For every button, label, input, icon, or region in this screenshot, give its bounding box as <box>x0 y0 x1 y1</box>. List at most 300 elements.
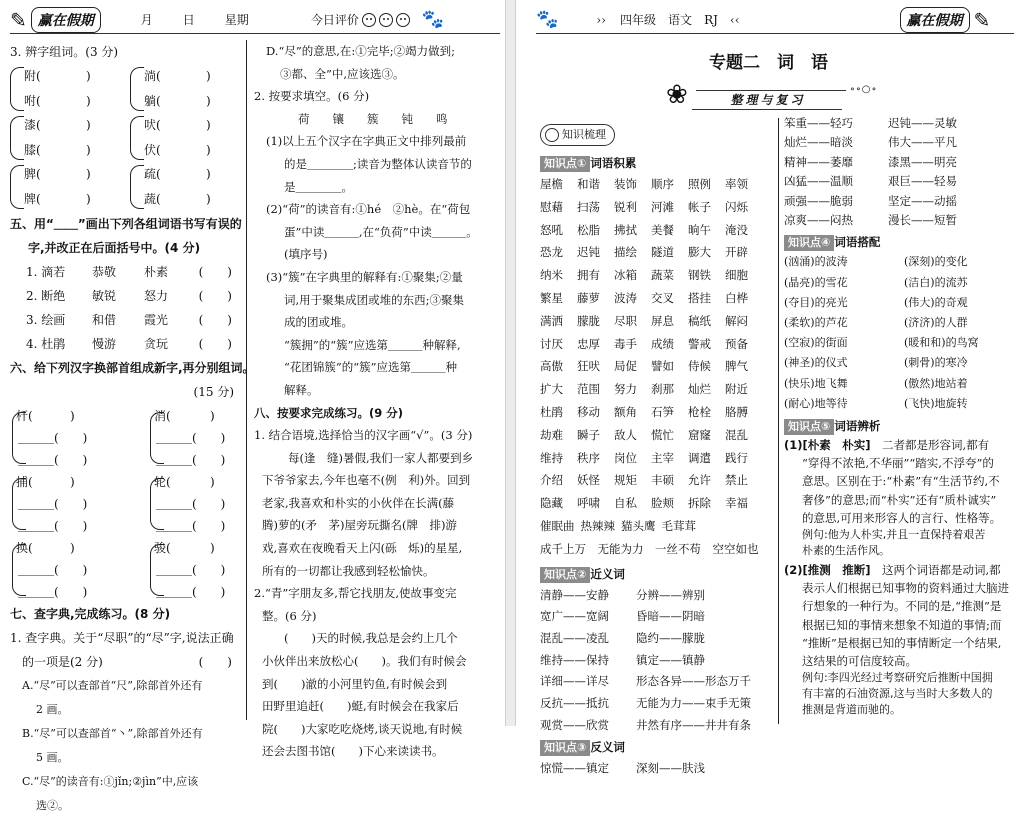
vocab-word: 石笋 <box>651 404 674 419</box>
kp5-b-head: (2)[推测 推断] <box>784 563 871 578</box>
vocab-word: 呼啸 <box>577 496 600 511</box>
synonym-pair: 分辨——辨别 <box>636 587 705 602</box>
kp1-idioms <box>540 538 774 561</box>
q6-chars: 杆( ) ＿＿＿( ) ＿＿＿( ) 消( ) ＿＿＿( ) ＿＿＿( ) 捕( ) ＿＿＿( ) ＿＿＿( ) 轮( ) ＿＿＿( ) ＿＿＿( ) 换( ) ＿＿＿( ) ＿＿＿( ) 骏( ) ＿＿＿( ) ＿＿＿( ) <box>10 404 242 602</box>
q7-D2: ③都、全”中,应该选③。 <box>280 66 405 81</box>
word: 贪玩 <box>144 337 169 351</box>
brand-logo: 赢在假期 <box>900 7 970 33</box>
vocab-word: 丰硕 <box>651 473 674 488</box>
collocation-pair: (耐心)地等待 <box>784 396 848 410</box>
synonym-pair: 井然有序——井井有条 <box>636 717 751 732</box>
kp5-title: 词语辨析 <box>834 419 881 434</box>
char-item: 伏( <box>144 142 161 157</box>
word: 朴素 <box>144 265 169 279</box>
vocab-word: 率领 <box>725 177 748 191</box>
vocab-word: 岗位 <box>614 450 637 465</box>
neutral-face-icon[interactable] <box>379 13 393 27</box>
dots-icon: ∘∘○∘ <box>850 84 878 95</box>
weekday-label: 星期 <box>224 13 249 27</box>
vocab-word: 额角 <box>614 404 637 419</box>
q7-A1: A.“尽”可以查部首“尺”,除部首外还有 <box>22 679 203 692</box>
left-column-1 <box>10 40 255 818</box>
collocation-pair: (飞快)地旋转 <box>904 396 968 410</box>
q7-B1: B.“尽”可以查部首“丶”,除部首外还有 <box>22 727 203 740</box>
q8-2h: 还会去图书馆( )下心来读读书。 <box>262 744 444 759</box>
q2-p1b: 的是＿＿＿＿;读音为整体认读音节的 <box>284 156 472 171</box>
antonym-pair: 伟大——平凡 <box>888 135 957 150</box>
base-char: 轮( <box>154 475 171 489</box>
vocab-word: 恐龙 <box>540 245 563 260</box>
vocab-word: 帐子 <box>688 199 711 214</box>
vocab-word: 隧道 <box>651 245 674 260</box>
q5-title-1: 五、用“＿＿”画出下列各组词语书写有误的 <box>10 217 242 231</box>
vocab-word: 开辟 <box>725 245 748 260</box>
collocation-pair: (刺骨)的寒冷 <box>904 356 968 370</box>
vocab-word: 移动 <box>577 404 600 419</box>
kp1-badge: 知识点① <box>540 156 590 172</box>
vocab-word: 冰箱 <box>614 268 637 283</box>
word: 2. 断绝 <box>26 289 66 303</box>
q2-p2b: 蛋”中读＿＿＿,在“负荷”中读＿＿＿。 <box>284 224 478 239</box>
q2-p3b: 词,用于聚集成团或堆的东西;③聚集 <box>284 292 465 307</box>
vocab-word: 脸颊 <box>651 496 674 511</box>
char-item: 附( <box>24 69 41 83</box>
collocation-pair: (傲然)地站着 <box>904 376 968 390</box>
vocab-word: 窟窿 <box>688 427 711 442</box>
q3-pairs: 附( ) 淌( ) 咐( ) 躺( ) 漆( ) 吠( ) 膝( ) 伏( ) 脾( ) 疏( ) 牌( ) 蔬( ) <box>10 64 242 212</box>
char-item: 脾( <box>24 167 41 182</box>
word: 霞光 <box>144 313 169 327</box>
synonym-pair: 混乱——凌乱 <box>540 630 609 645</box>
char-item: 牌( <box>24 191 41 206</box>
vocab-word: 践行 <box>725 450 748 465</box>
vocab-word: 警戒 <box>688 336 711 351</box>
vocab-word: 附近 <box>725 382 748 397</box>
text-line: 表示人们根据已知事物的资料通过大脑进 <box>802 581 1009 596</box>
mascot-icon: ✎ <box>10 7 27 32</box>
vocab-word: 慌忙 <box>651 427 674 442</box>
vocab-word: 藤萝 <box>577 290 600 305</box>
kp2-badge: 知识点② <box>540 567 590 583</box>
q8-2f: 田野里追赶( )蜓,有时候会在我家后 <box>262 699 459 714</box>
antonym-pairs-cont <box>784 114 1016 230</box>
bracket <box>10 67 24 111</box>
text-line: “推断”是根据已知的事情断定一个结果, <box>802 635 1002 650</box>
q3-title: 3. 辨字组词。(3 分) <box>10 45 119 59</box>
blank-line[interactable]: ＿＿＿( ) <box>18 431 88 445</box>
q7-D1: D.“尽”的意思,在:①完毕;②竭力做到; <box>266 44 456 58</box>
text-line: 根据已知的事情来想象不知道的事情;而 <box>802 617 1002 632</box>
kp3-title: 反义词 <box>590 740 625 755</box>
synonym-pair: 反抗——抵抗 <box>540 696 609 711</box>
vocab-word: 介绍 <box>540 473 563 488</box>
idiom: 空空如也 <box>712 541 759 556</box>
kp4-badge: 知识点④ <box>784 235 834 251</box>
antonym-pair: 精神——萎靡 <box>784 154 853 169</box>
q2-p3d: “簇拥”的“簇”应选第＿＿＿种解释, <box>284 337 461 352</box>
base-char: 杆( <box>16 409 33 423</box>
q8-1c: 下爷爷家去,今年也毫不(例 利)外。回到 <box>262 473 471 488</box>
vocab-word: 范围 <box>577 382 600 397</box>
vocab-word: 白桦 <box>725 290 748 305</box>
vocab-word: 膨大 <box>688 245 711 260</box>
vocab-word: 胳膊 <box>725 404 748 419</box>
synonym-pair: 昏暗——阴暗 <box>636 609 705 624</box>
blank-line[interactable]: ＿＿＿( ) <box>156 519 226 533</box>
vocab-word: 毒手 <box>614 336 637 351</box>
synonym-pair: 维持——保持 <box>540 652 609 667</box>
vocab-word: 描绘 <box>614 245 637 260</box>
vocab-word: 狂吠 <box>577 359 600 374</box>
vocab-word: 扩大 <box>540 382 563 397</box>
column-divider <box>246 40 247 720</box>
antonym-pair: 灿烂——暗淡 <box>784 135 853 150</box>
kp5-a-head: (1)[朴素 朴实] <box>784 438 871 453</box>
vocab-word: 慰藉 <box>540 199 563 214</box>
vocab-word: 局促 <box>614 359 637 374</box>
vocab-word: 和谐 <box>577 177 600 191</box>
collocation-pair: (柔软)的芦花 <box>784 316 848 330</box>
text-line: 意思。区别在于:“朴素”有“生活节约,不 <box>802 474 1000 489</box>
vocab-word: 锐利 <box>614 199 637 214</box>
collocation-pair: (空寂)的街面 <box>784 336 848 350</box>
vocab-word: 允许 <box>688 473 711 488</box>
base-char: 骏( <box>154 541 171 555</box>
vocab-word: 淹没 <box>725 222 748 237</box>
vocab-word: 混乱 <box>725 427 748 442</box>
text-line: 这结果的可信度较高。 <box>802 654 917 669</box>
bracket <box>10 165 24 209</box>
idiom: 成千上万 <box>540 541 586 556</box>
vocab-word: 扫荡 <box>577 199 600 214</box>
vocab-word: 热辣辣 <box>580 518 615 533</box>
vocab-word: 劫难 <box>540 427 563 442</box>
kp3-badge: 知识点③ <box>540 740 590 756</box>
q8-1g: 所有的一切都让我感到轻松愉快。 <box>262 563 435 578</box>
vocab-word: 屋檐 <box>540 177 563 191</box>
q8-1d: 老家,我喜欢和朴实的小伙伴在长满(藤 <box>262 495 455 510</box>
base-char: 消( <box>154 409 171 423</box>
vocab-word: 朦胧 <box>577 313 600 328</box>
column-divider <box>778 118 779 724</box>
grade-label: 四年级 <box>620 13 657 27</box>
q7-A2: 2 画。 <box>36 703 69 716</box>
synonym-pair: 无能为力——束手无策 <box>636 696 751 711</box>
q8-2a: 2.“青”字朋友多,帮它找朋友,使故事变完 <box>254 586 457 601</box>
vocab-word: 努力 <box>614 382 637 397</box>
vocab-word: 细胞 <box>725 268 748 283</box>
vocab-word: 维持 <box>540 450 563 465</box>
q8-title: 八、按要求完成练习。(9 分) <box>254 405 404 420</box>
vocab-word: 脾气 <box>725 359 748 374</box>
q2-chars: 荷 镶 簇 钝 鸣 <box>298 111 448 126</box>
collocation-pair: (伟大)的奇观 <box>904 295 968 309</box>
vocab-word: 拆除 <box>688 496 711 511</box>
vocab-word: 美餐 <box>651 222 674 237</box>
word: 和借 <box>92 313 117 327</box>
vocab-word: 怒吼 <box>540 222 563 237</box>
blank-line[interactable]: ＿＿＿( ) <box>156 585 226 599</box>
vocab-word: 拥有 <box>577 268 600 283</box>
rating-label: 今日评价 <box>310 13 359 27</box>
antonym-pair: 漆黑——明亮 <box>888 154 957 169</box>
antonym-pair: 坚定——动摇 <box>888 193 957 208</box>
vocab-word: 催眠曲 <box>540 518 575 533</box>
q7-1b: 的一项是(2 分) ( ) <box>10 650 242 674</box>
vocab-word: 装饰 <box>614 177 637 191</box>
q6-score: (15 分) <box>193 385 234 399</box>
edition-label: RJ <box>704 12 718 27</box>
char-item: 躺( <box>144 93 161 108</box>
answer-paren[interactable]: ( ) <box>198 289 232 303</box>
char-item: 淌( <box>144 69 161 83</box>
vocab-word: 屏息 <box>651 313 674 328</box>
char-item: 疏( <box>144 167 161 182</box>
vocab-word: 禁止 <box>725 473 748 488</box>
vocab-word: 枪栓 <box>688 404 711 419</box>
arrows-right: ‹‹ <box>729 12 740 27</box>
vocab-word: 松脂 <box>577 222 600 237</box>
text-line: 行想象的一种行为。不同的是,“推测”是 <box>802 599 1002 614</box>
vocab-word: 杜鹃 <box>540 404 563 419</box>
vocab-word: 瞬子 <box>577 427 600 442</box>
example-line: 朴素的生活作风。 <box>802 544 890 558</box>
q2-p3f: 解释。 <box>284 382 319 397</box>
vocab-word: 解闷 <box>725 313 748 328</box>
answer-paren[interactable]: ( ) <box>198 655 232 669</box>
paw-icon: 🐾 <box>536 8 559 30</box>
answer-paren[interactable]: ( ) <box>198 313 232 327</box>
right-column-1 <box>540 153 774 780</box>
antonym-pair: 艰巨——轻易 <box>888 174 957 189</box>
q2-p2c: (填序号) <box>284 247 328 262</box>
blank-line[interactable]: ＿＿＿( ) <box>18 453 88 467</box>
left-page <box>0 0 505 812</box>
blank-line[interactable]: ＿＿＿( ) <box>18 585 88 599</box>
kp4-pairs <box>784 252 1016 414</box>
vocab-word: 繁星 <box>540 290 563 305</box>
vocab-word: 尽职 <box>614 313 637 328</box>
vocab-word: 波涛 <box>614 290 637 305</box>
vocab-word: 毛茸茸 <box>661 518 696 533</box>
kp2-title: 近义词 <box>590 566 625 581</box>
collocation-pair: (神圣)的仪式 <box>784 356 848 370</box>
kp5-body: (1)[朴素 朴实] 二者都是形容词,都有 “穿得不浓艳,不华丽”“踏实,不浮夸”的 意思。区别在于:“朴素”有“生活节约,不 奢侈”的意思;而“朴实”还有“质朴诚实” 的意思,可用来形容人的言行、性格等。 例句:他为人朴实,并且一直保持着艰苦 朴素的生活作风。 (2)[推测 推断] 这两个词语都是动词,都 表示人们根据已知事物的资料通过大脑进 行想象的一种行为。不同的是,“推测”是 根据已知的事情来想象不知道的事情;而 “推断”是根据已知的事情断定一个结果, 这结果的可信度较高。 例句:李四光经过考察研究后推断中国拥 有丰富的石油资源,这与当时大多数人的 推测是背道而驰的。 <box>784 436 1016 718</box>
collocation-pair: (晶亮)的雪花 <box>784 275 848 289</box>
q2-p1c: 是＿＿＿＿。 <box>284 179 353 194</box>
word: 怒力 <box>144 289 169 303</box>
idiom: 无能为力 <box>597 541 644 556</box>
vocab-word: 高傲 <box>540 359 563 374</box>
vocab-word: 灿烂 <box>688 382 711 397</box>
q7-C1: C.“尽”的读音有:①jǐn;②jìn”中,应该 <box>22 775 199 788</box>
collocation-pair: (夺目)的亮光 <box>784 295 848 309</box>
vocab-word: 秩序 <box>577 450 600 465</box>
paw-icon: 🐾 <box>421 8 445 30</box>
base-char: 换( <box>16 541 33 555</box>
right-header <box>536 6 1014 34</box>
book-gutter <box>505 0 516 726</box>
vocab-word: 调遣 <box>688 450 711 465</box>
blank-line[interactable]: ＿＿＿( ) <box>156 563 226 577</box>
q8-2e: 到( )澈的小河里钓鱼,有时候会到 <box>262 676 448 691</box>
sad-face-icon[interactable] <box>396 13 410 27</box>
text-line: 的意思,可用来形容人的言行、性格等。 <box>802 510 1002 525</box>
vocab-word: 照例 <box>688 177 711 191</box>
synonym-pair: 形态各异——形态万千 <box>636 674 751 689</box>
collocation-pair: (洁白)的流苏 <box>904 275 968 289</box>
vocab-word: 讨厌 <box>540 336 563 351</box>
word: 3. 绘画 <box>26 313 66 327</box>
vocab-word: 闪烁 <box>725 199 748 214</box>
char-item: 蔬( <box>144 191 161 206</box>
vocab-word: 譬如 <box>651 359 674 374</box>
kp3-pairs <box>540 758 774 780</box>
q7-B2: 5 画。 <box>36 751 69 764</box>
brand-logo: 赢在假期 <box>31 7 101 33</box>
synonym-pair: 详细——详尽 <box>540 674 609 689</box>
right-page <box>516 0 1021 776</box>
vocab-word: 满洒 <box>540 313 563 328</box>
char-item: 吠( <box>144 118 161 133</box>
right-column-2 <box>784 114 1016 718</box>
antonym-pair: 深刻——肤浅 <box>636 761 705 776</box>
text-line: “穿得不浓艳,不华丽”“踏实,不浮夸”的 <box>802 456 994 471</box>
kp1-title: 词语积累 <box>590 156 637 170</box>
blank-line[interactable]: ＿＿＿( ) <box>156 453 226 467</box>
idiom: 一丝不苟 <box>655 541 701 556</box>
vocab-word: 河滩 <box>651 199 674 214</box>
vocab-word: 交叉 <box>651 290 674 305</box>
vocab-word: 幸福 <box>725 496 748 511</box>
blank-line[interactable]: ＿＿＿( ) <box>156 431 226 445</box>
collocation-pair: (暖和和)的鸟窝 <box>904 336 979 350</box>
blank-line[interactable]: ＿＿＿( ) <box>156 497 226 511</box>
vocab-word: 顺序 <box>651 177 674 191</box>
synonym-pair: 清静——安静 <box>540 587 609 602</box>
blank-line[interactable]: ＿＿＿( ) <box>18 519 88 533</box>
kp4-title: 词语搭配 <box>834 235 881 250</box>
synonym-pair: 宽广——宽阔 <box>540 609 609 624</box>
kp2-pairs <box>540 585 774 737</box>
left-header <box>10 6 500 34</box>
q5-title-2: 字,并改正在后面括号中。(4 分) <box>28 241 201 255</box>
kp5-badge: 知识点⑤ <box>784 419 834 435</box>
example-line: 例句:李四光经过考察研究后推断中国拥 <box>802 671 993 685</box>
vocab-word: 猫头鹰 <box>621 518 656 533</box>
antonym-pair: 漫长——短暂 <box>888 213 957 228</box>
vocab-word: 自私 <box>614 496 637 511</box>
vocab-word: 预备 <box>725 336 748 351</box>
month-label: 月 <box>140 13 153 27</box>
collocation-pair: (快乐)地飞舞 <box>784 376 848 390</box>
vocab-word: 搭挂 <box>688 290 711 305</box>
vocab-word: 隐藏 <box>540 496 563 511</box>
vocab-word: 成绩 <box>651 336 674 351</box>
q7-title: 七、查字典,完成练习。(8 分) <box>10 607 171 621</box>
q8-1f: 戏,喜欢在夜晚看天上闪(砾 烁)的星星, <box>262 541 463 556</box>
vocab-word: 稿纸 <box>688 313 711 328</box>
q2-p3a: (3)“簇”在字典里的解释有:①聚集;②量 <box>266 269 463 284</box>
vocab-word: 晌午 <box>688 222 711 237</box>
vocab-word: 忠厚 <box>577 336 600 351</box>
vocab-word: 规矩 <box>614 473 637 488</box>
q2-p2a: (2)“荷”的读音有:①hé ②hè。在“荷包 <box>266 202 471 217</box>
q5-items <box>10 260 242 356</box>
answer-paren[interactable]: ( ) <box>198 337 232 351</box>
q2-p3c: 成的团或堆。 <box>284 315 353 330</box>
collocation-pair: (深刻)的变化 <box>904 255 968 269</box>
text-line: 奢侈”的意思;而“朴实”还有“质朴诚实” <box>802 492 997 507</box>
antonym-pair: 顽强——脆弱 <box>784 193 853 208</box>
q8-1b: 每(逢 缝)暑假,我们一家人都要到乡 <box>288 450 474 465</box>
q7-C2: 选②。 <box>36 799 69 812</box>
antonym-pair: 凉爽——闷热 <box>784 213 853 228</box>
antonym-pair: 凶猛——温顺 <box>784 174 853 189</box>
word: 敏锐 <box>92 289 117 303</box>
answer-paren[interactable]: ( ) <box>198 265 232 279</box>
base-char: 捕( <box>16 475 33 489</box>
vocab-word: 迟钝 <box>577 245 600 260</box>
antonym-pair: 笨重——轻巧 <box>784 116 853 130</box>
word: 1. 滴若 <box>26 265 66 279</box>
char-item: 咐( <box>24 93 41 108</box>
q8-2b: 整。(6 分) <box>262 608 317 623</box>
example-line: 有丰富的石油资源,这与当时大多数人的 <box>802 687 993 701</box>
blank-line[interactable]: ＿＿＿( ) <box>18 563 88 577</box>
arrows-left: ›› <box>596 12 607 27</box>
example-line: 推测是背道而驰的。 <box>802 703 901 717</box>
collocation-pair: (济济)的人群 <box>904 316 968 330</box>
vocab-word: 妖怪 <box>577 473 600 488</box>
subject-label: 语文 <box>668 13 693 27</box>
synonym-pair: 隐约——朦胧 <box>636 630 705 645</box>
antonym-pair: 迟钝——灵敏 <box>888 116 957 130</box>
q8-1e: 腾)萝的(矛 茅)屋旁玩撕名(牌 排)游 <box>262 518 457 533</box>
reading-kid-icon <box>545 128 559 142</box>
q2-title: 2. 按要求填空。(6 分) <box>254 89 370 104</box>
antonym-pair: 惊慌——镇定 <box>540 761 609 776</box>
q8-1a: 1. 结合语境,选择恰当的汉字画“√”。(3 分) <box>254 428 473 443</box>
vocab-word: 敌人 <box>614 427 637 442</box>
left-column-2 <box>254 40 500 763</box>
word: 慢游 <box>92 337 117 351</box>
bracket <box>10 116 24 160</box>
q8-2d: 小伙伴出来放松心( )。我们有时候会 <box>262 654 467 669</box>
synonym-pair: 观赏——欣赏 <box>540 717 609 732</box>
blank-line[interactable]: ＿＿＿( ) <box>18 497 88 511</box>
vocab-word: 刹那 <box>651 382 674 397</box>
word: 恭敬 <box>92 265 117 279</box>
vocab-word: 拂拭 <box>614 222 637 237</box>
q2-p3e: “花团锦簇”的“簇”应选第＿＿＿种 <box>284 360 458 375</box>
vocab-word: 主宰 <box>651 450 674 465</box>
mascot-icon: ✎ <box>973 7 991 32</box>
q8-2g: 院( )大家吃吃烧烤,谈天说地,有时候 <box>262 721 463 736</box>
kp1-word-grid <box>540 173 774 538</box>
knowledge-tag: 知识梳理 <box>540 124 615 146</box>
q7-1a: 1. 查字典。关于“尽职”的“尽”字,说法正确 <box>10 631 234 645</box>
page-title: 专题二 词 语 <box>709 53 828 73</box>
vocab-word: 蔬菜 <box>651 268 674 283</box>
q6-title: 六、给下列汉字换部首组成新字,再分别组词。 <box>10 361 255 375</box>
vocab-word: 侍候 <box>688 359 711 374</box>
day-label: 日 <box>182 13 195 27</box>
char-item: 膝( <box>24 142 41 157</box>
smile-face-icon[interactable] <box>362 13 376 27</box>
vocab-word: 纳米 <box>540 268 563 283</box>
example-line: 例句:他为人朴实,并且一直保持着艰苦 <box>802 528 986 542</box>
